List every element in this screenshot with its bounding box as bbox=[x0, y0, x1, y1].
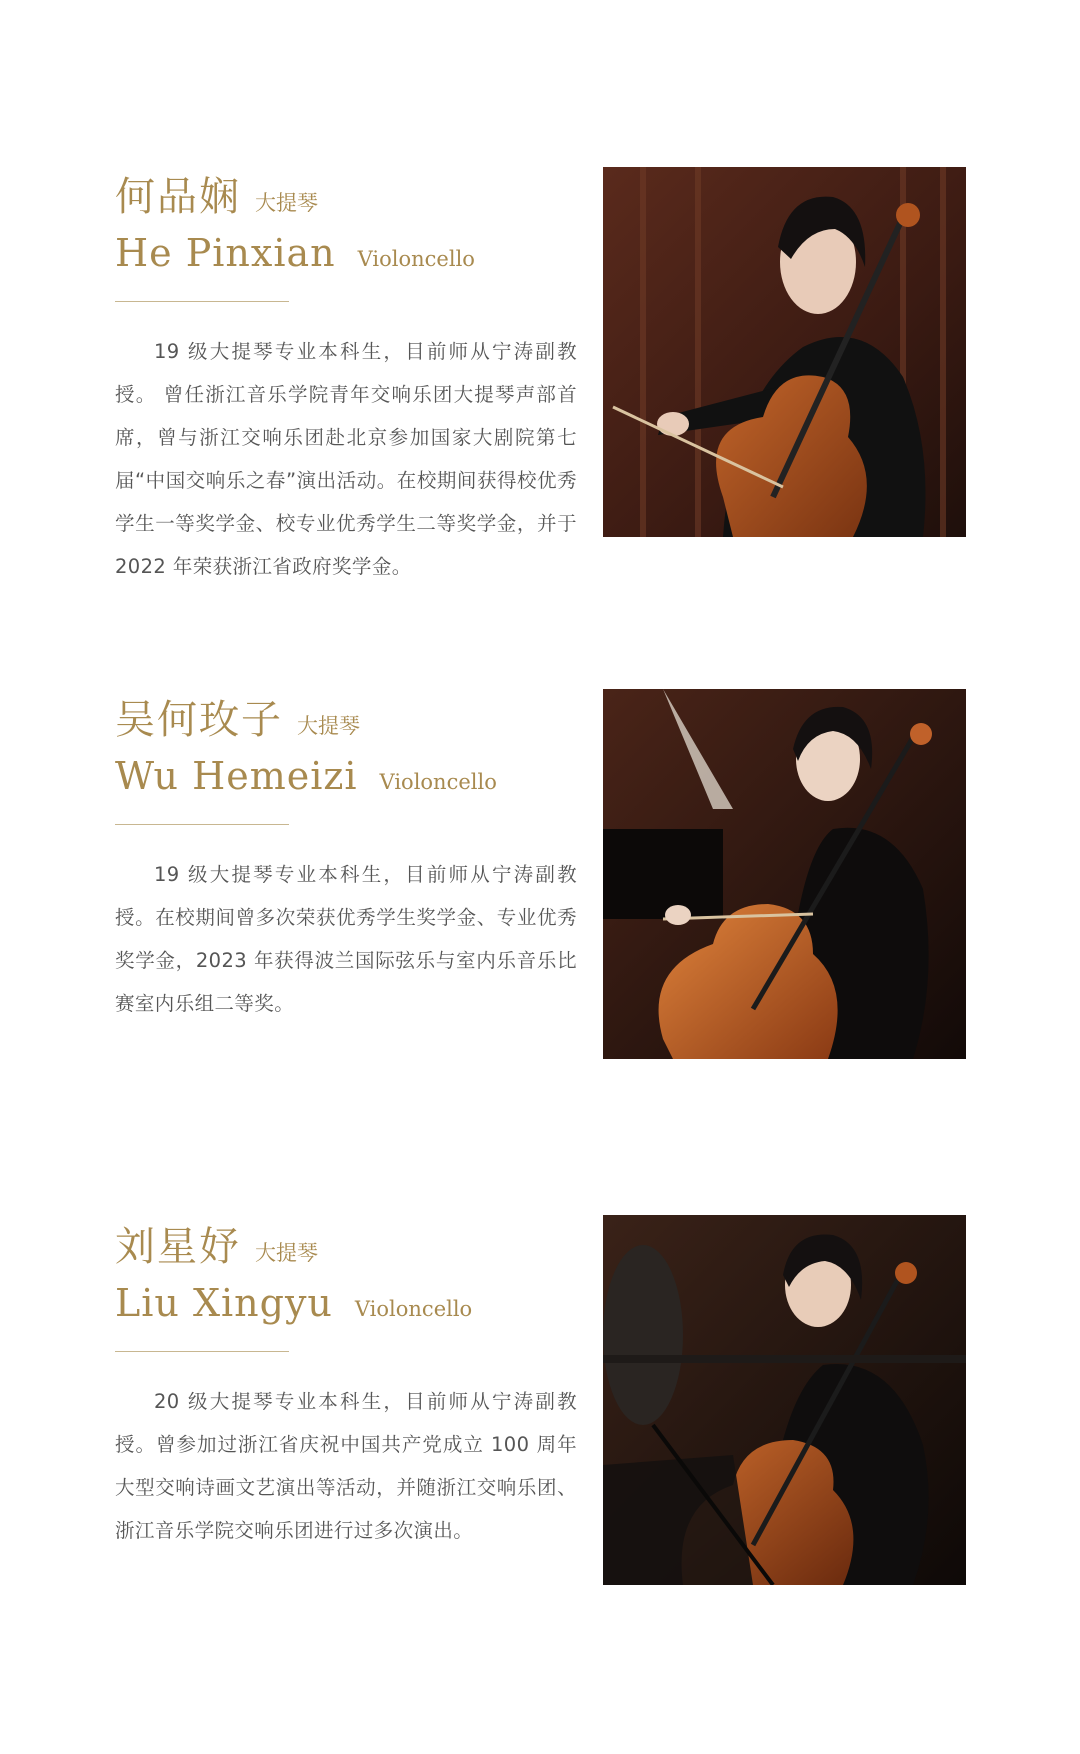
instrument-chinese: 大提琴 bbox=[297, 714, 360, 738]
name-en-row bbox=[115, 231, 577, 283]
name-en-row bbox=[115, 754, 577, 806]
name-chinese: 刘星妤 bbox=[115, 1224, 241, 1270]
divider bbox=[115, 301, 289, 302]
instrument-english: Violoncello bbox=[379, 770, 497, 794]
profile-text bbox=[115, 165, 577, 608]
bio-paragraph: 19 级大提琴专业本科生，目前师从宁涛副教授。在校期间曾多次荣获优秀学生奖学金、专业优秀奖学金，2023 年获得波兰国际弦乐与室内乐音乐比赛室内乐组二等奖。 bbox=[115, 863, 577, 1015]
name-chinese: 何品娴 bbox=[115, 174, 241, 220]
name-cn-row bbox=[115, 1215, 577, 1275]
cellist-photo bbox=[603, 1215, 966, 1585]
name-en-row bbox=[115, 1281, 577, 1333]
instrument-english: Violoncello bbox=[354, 1297, 473, 1321]
bio-paragraph: 20 级大提琴专业本科生，目前师从宁涛副教授。曾参加过浙江省庆祝中国共产党成立 100 周年大型交响诗画文艺演出等活动，并随浙江交响乐团、浙江音乐学院交响乐团进行过多次演出。 bbox=[115, 1390, 577, 1542]
divider bbox=[115, 824, 289, 825]
name-cn-row bbox=[115, 688, 577, 748]
instrument-chinese: 大提琴 bbox=[255, 191, 318, 215]
instrument-english: Violoncello bbox=[357, 247, 475, 271]
cellist-photo bbox=[603, 689, 966, 1059]
divider bbox=[115, 1351, 289, 1352]
name-chinese: 吴何玫子 bbox=[115, 697, 283, 743]
name-english: Liu Xingyu bbox=[115, 1281, 333, 1325]
name-english: He Pinxian bbox=[115, 231, 336, 275]
profile-text bbox=[115, 1215, 577, 1572]
name-english: Wu Hemeizi bbox=[115, 754, 358, 798]
bio-paragraph: 19 级大提琴专业本科生，目前师从宁涛副教授。 曾任浙江音乐学院青年交响乐团大提琴声部首席，曾与浙江交响乐团赴北京参加国家大剧院第七届“中国交响乐之春”演出活动。在校期间获得校优秀学生一等奖学金、校专业优秀学生二等奖学金，并于 2022 年荣获浙江省政府奖学金。 bbox=[115, 340, 577, 578]
cellist-photo bbox=[603, 167, 966, 537]
profile-text bbox=[115, 688, 577, 1045]
instrument-chinese: 大提琴 bbox=[255, 1241, 318, 1265]
name-cn-row bbox=[115, 165, 577, 225]
